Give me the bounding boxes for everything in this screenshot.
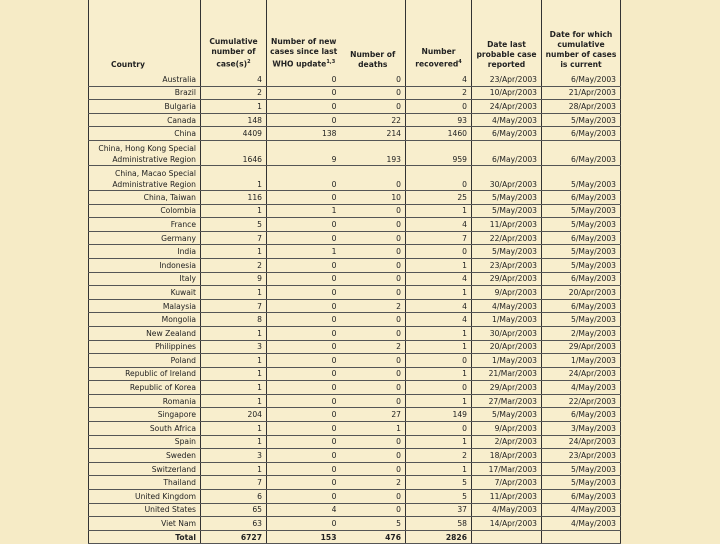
table-row (89, 218, 621, 232)
cell-new-cases: 0 (267, 272, 341, 286)
table-row (89, 422, 621, 436)
cell-cumulative-cases: 3 (201, 449, 267, 463)
cell-date-current: 5/May/2003 (542, 245, 621, 259)
cell-date-current: 6/May/2003 (542, 127, 621, 141)
table-row (89, 326, 621, 340)
cell-date-last-case: 23/Apr/2003 (472, 73, 542, 86)
cell-date-current: 6/May/2003 (542, 140, 621, 165)
cell-date-current: 6/May/2003 (542, 299, 621, 313)
cell-new-cases: 0 (267, 422, 341, 436)
table-row (89, 231, 621, 245)
table-row (89, 258, 621, 272)
cell-country: Mongolia (89, 313, 201, 327)
table-row (89, 490, 621, 504)
table-row (89, 245, 621, 259)
cell-new-cases: 153 (267, 530, 341, 544)
cell-recovered: 93 (406, 113, 472, 127)
cell-cumulative-cases: 63 (201, 517, 267, 531)
cell-new-cases: 138 (267, 127, 341, 141)
table-row (89, 517, 621, 531)
cell-deaths: 2 (341, 299, 406, 313)
cell-recovered: 2 (406, 449, 472, 463)
table-row (89, 313, 621, 327)
cell-country: Germany (89, 231, 201, 245)
cell-date-last-case: 5/May/2003 (472, 245, 542, 259)
cell-new-cases: 1 (267, 245, 341, 259)
table-row (89, 435, 621, 449)
cell-date-current: 20/Apr/2003 (542, 286, 621, 300)
cell-date-last-case (472, 530, 542, 544)
cell-country: United Kingdom (89, 490, 201, 504)
cell-recovered: 0 (406, 245, 472, 259)
cell-date-current: 5/May/2003 (542, 313, 621, 327)
cell-cumulative-cases: 6727 (201, 530, 267, 544)
cell-new-cases: 0 (267, 86, 341, 100)
cell-recovered: 0 (406, 381, 472, 395)
cell-date-last-case: 17/Mar/2003 (472, 462, 542, 476)
table-row (89, 476, 621, 490)
cell-new-cases: 0 (267, 73, 341, 86)
table-body (89, 73, 621, 544)
cell-recovered: 0 (406, 100, 472, 114)
cell-new-cases: 0 (267, 218, 341, 232)
cell-recovered: 4 (406, 299, 472, 313)
cell-cumulative-cases: 1 (201, 204, 267, 218)
cell-new-cases: 0 (267, 517, 341, 531)
cell-deaths: 0 (341, 462, 406, 476)
cell-deaths: 0 (341, 449, 406, 463)
cell-country: India (89, 245, 201, 259)
cell-country: Thailand (89, 476, 201, 490)
cell-country: Australia (89, 73, 201, 86)
cell-recovered: 4 (406, 218, 472, 232)
cell-date-current: 5/May/2003 (542, 113, 621, 127)
cell-date-current: 6/May/2003 (542, 490, 621, 504)
header-new-cases: Number of new cases since last WHO update$^{1,3}$ (267, 0, 341, 73)
cell-deaths: 10 (341, 190, 406, 204)
cell-deaths: 0 (341, 367, 406, 381)
cell-cumulative-cases: 204 (201, 408, 267, 422)
cell-country: Bulgaria (89, 100, 201, 114)
cell-new-cases: 0 (267, 340, 341, 354)
cell-cumulative-cases: 1 (201, 165, 267, 190)
cell-date-last-case: 4/May/2003 (472, 113, 542, 127)
cell-deaths: 0 (341, 503, 406, 517)
cell-date-current: 5/May/2003 (542, 165, 621, 190)
cell-date-current: 1/May/2003 (542, 354, 621, 368)
cell-country: Republic of Korea (89, 381, 201, 395)
cell-date-current: 5/May/2003 (542, 462, 621, 476)
cell-date-current: 6/May/2003 (542, 272, 621, 286)
cell-date-last-case: 30/Apr/2003 (472, 326, 542, 340)
cell-recovered: 149 (406, 408, 472, 422)
cell-country: South Africa (89, 422, 201, 436)
cell-country: China, Macao Special Administrative Region (89, 165, 201, 190)
cell-deaths: 0 (341, 100, 406, 114)
cell-country: Spain (89, 435, 201, 449)
cell-deaths: 1 (341, 422, 406, 436)
cell-country: China, Hong Kong Special Administrative Region (89, 140, 201, 165)
cell-deaths: 0 (341, 245, 406, 259)
cell-cumulative-cases: 1646 (201, 140, 267, 165)
table-row (89, 340, 621, 354)
cell-date-last-case: 10/Apr/2003 (472, 86, 542, 100)
cell-recovered: 4 (406, 272, 472, 286)
cell-deaths: 5 (341, 517, 406, 531)
cell-date-last-case: 29/Apr/2003 (472, 381, 542, 395)
cell-deaths: 214 (341, 127, 406, 141)
cell-date-last-case: 2/Apr/2003 (472, 435, 542, 449)
cell-deaths: 0 (341, 394, 406, 408)
cell-date-last-case: 23/Apr/2003 (472, 258, 542, 272)
cell-deaths: 0 (341, 165, 406, 190)
cell-cumulative-cases: 1 (201, 394, 267, 408)
cell-cumulative-cases: 1 (201, 367, 267, 381)
header-recovered: Number recovered$^4$ (406, 0, 472, 73)
cell-new-cases: 0 (267, 408, 341, 422)
cell-date-last-case: 27/Mar/2003 (472, 394, 542, 408)
cell-date-last-case: 5/May/2003 (472, 204, 542, 218)
header-date-last: Date last probable case reported (472, 0, 542, 73)
cell-cumulative-cases: 1 (201, 326, 267, 340)
cell-recovered: 1 (406, 258, 472, 272)
cell-cumulative-cases: 1 (201, 100, 267, 114)
table-row (89, 449, 621, 463)
cell-country: Romania (89, 394, 201, 408)
cell-new-cases: 0 (267, 435, 341, 449)
cell-new-cases: 4 (267, 503, 341, 517)
table-row (89, 165, 621, 190)
cell-country: Philippines (89, 340, 201, 354)
cell-cumulative-cases: 3 (201, 340, 267, 354)
cell-recovered: 4 (406, 73, 472, 86)
cell-date-current: 2/May/2003 (542, 326, 621, 340)
cell-deaths: 27 (341, 408, 406, 422)
cell-recovered: 2826 (406, 530, 472, 544)
cell-country: China, Taiwan (89, 190, 201, 204)
cell-recovered: 0 (406, 165, 472, 190)
cell-new-cases: 0 (267, 490, 341, 504)
table-row (89, 204, 621, 218)
cell-date-current: 4/May/2003 (542, 517, 621, 531)
table-row (89, 367, 621, 381)
table-row (89, 100, 621, 114)
cell-date-last-case: 29/Apr/2003 (472, 272, 542, 286)
cell-cumulative-cases: 1 (201, 354, 267, 368)
table-row (89, 354, 621, 368)
cell-cumulative-cases: 7 (201, 299, 267, 313)
cell-deaths: 2 (341, 340, 406, 354)
cell-recovered: 1 (406, 367, 472, 381)
cell-date-current: 21/Apr/2003 (542, 86, 621, 100)
cell-date-last-case: 22/Apr/2003 (472, 231, 542, 245)
cell-new-cases: 0 (267, 394, 341, 408)
cell-new-cases: 0 (267, 258, 341, 272)
cell-recovered: 2 (406, 86, 472, 100)
cell-cumulative-cases: 6 (201, 490, 267, 504)
cell-cumulative-cases: 1 (201, 245, 267, 259)
cell-country: Switzerland (89, 462, 201, 476)
cell-country: Colombia (89, 204, 201, 218)
cell-recovered: 1 (406, 204, 472, 218)
cell-cumulative-cases: 1 (201, 422, 267, 436)
table-row (89, 113, 621, 127)
table-row (89, 503, 621, 517)
cell-date-last-case: 24/Apr/2003 (472, 100, 542, 114)
cell-date-current: 29/Apr/2003 (542, 340, 621, 354)
cell-country: United States (89, 503, 201, 517)
cell-date-current: 3/May/2003 (542, 422, 621, 436)
total-row (89, 530, 621, 544)
cell-deaths: 0 (341, 73, 406, 86)
cell-cumulative-cases: 2 (201, 86, 267, 100)
cell-new-cases: 0 (267, 286, 341, 300)
cell-new-cases: 0 (267, 190, 341, 204)
cell-recovered: 1 (406, 340, 472, 354)
cell-date-last-case: 9/Apr/2003 (472, 422, 542, 436)
cell-new-cases: 0 (267, 367, 341, 381)
cell-cumulative-cases: 5 (201, 218, 267, 232)
cell-date-current: 5/May/2003 (542, 204, 621, 218)
cell-new-cases: 0 (267, 449, 341, 463)
cell-cumulative-cases: 7 (201, 476, 267, 490)
cell-cumulative-cases: 2 (201, 258, 267, 272)
cell-date-last-case: 1/May/2003 (472, 354, 542, 368)
header-row (89, 0, 621, 73)
cell-new-cases: 1 (267, 204, 341, 218)
cell-date-current: 22/Apr/2003 (542, 394, 621, 408)
cell-new-cases: 0 (267, 100, 341, 114)
cell-country: Brazil (89, 86, 201, 100)
cell-deaths: 0 (341, 435, 406, 449)
header-date-current: Date for which cumulative number of cases is current (542, 0, 621, 73)
cell-cumulative-cases: 148 (201, 113, 267, 127)
table-row (89, 140, 621, 165)
cell-country: Sweden (89, 449, 201, 463)
cell-cumulative-cases: 1 (201, 462, 267, 476)
cell-deaths: 0 (341, 272, 406, 286)
table-row (89, 190, 621, 204)
cell-new-cases: 0 (267, 231, 341, 245)
cell-cumulative-cases: 1 (201, 381, 267, 395)
table-row (89, 73, 621, 86)
cell-recovered: 58 (406, 517, 472, 531)
cell-date-last-case: 21/Mar/2003 (472, 367, 542, 381)
cell-date-current: 5/May/2003 (542, 476, 621, 490)
cell-cumulative-cases: 9 (201, 272, 267, 286)
table-row (89, 408, 621, 422)
cell-deaths: 0 (341, 86, 406, 100)
cell-date-current: 23/Apr/2003 (542, 449, 621, 463)
cell-date-last-case: 5/May/2003 (472, 190, 542, 204)
cell-recovered: 37 (406, 503, 472, 517)
cell-deaths: 0 (341, 204, 406, 218)
cell-new-cases: 0 (267, 326, 341, 340)
table-row (89, 86, 621, 100)
cell-country: Italy (89, 272, 201, 286)
cell-deaths: 476 (341, 530, 406, 544)
cell-date-current: 6/May/2003 (542, 190, 621, 204)
cell-country: Indonesia (89, 258, 201, 272)
cell-deaths: 0 (341, 258, 406, 272)
cell-deaths: 0 (341, 326, 406, 340)
cell-date-current: 4/May/2003 (542, 381, 621, 395)
table-row (89, 394, 621, 408)
cell-country: Total (89, 530, 201, 544)
cell-country: France (89, 218, 201, 232)
cell-recovered: 1 (406, 435, 472, 449)
cell-date-current: 24/Apr/2003 (542, 435, 621, 449)
cell-deaths: 0 (341, 286, 406, 300)
cell-country: Republic of Ireland (89, 367, 201, 381)
cell-recovered: 4 (406, 313, 472, 327)
cell-cumulative-cases: 4409 (201, 127, 267, 141)
cell-date-last-case: 6/May/2003 (472, 127, 542, 141)
cell-country: Poland (89, 354, 201, 368)
cell-recovered: 1460 (406, 127, 472, 141)
table-row (89, 299, 621, 313)
cell-new-cases: 0 (267, 381, 341, 395)
cell-deaths: 2 (341, 476, 406, 490)
cell-date-current: 28/Apr/2003 (542, 100, 621, 114)
cell-recovered: 0 (406, 422, 472, 436)
cell-recovered: 1 (406, 286, 472, 300)
cell-new-cases: 9 (267, 140, 341, 165)
cell-date-last-case: 9/Apr/2003 (472, 286, 542, 300)
cell-new-cases: 0 (267, 299, 341, 313)
cell-new-cases: 0 (267, 462, 341, 476)
table-row (89, 286, 621, 300)
cell-country: Malaysia (89, 299, 201, 313)
cell-country: Singapore (89, 408, 201, 422)
cell-date-current: 24/Apr/2003 (542, 367, 621, 381)
table-row (89, 272, 621, 286)
cell-cumulative-cases: 7 (201, 231, 267, 245)
cell-deaths: 0 (341, 381, 406, 395)
cell-date-current: 5/May/2003 (542, 258, 621, 272)
table-row (89, 462, 621, 476)
cell-new-cases: 0 (267, 113, 341, 127)
cell-recovered: 1 (406, 462, 472, 476)
cell-date-current (542, 530, 621, 544)
cell-deaths: 0 (341, 354, 406, 368)
cell-cumulative-cases: 8 (201, 313, 267, 327)
cell-recovered: 7 (406, 231, 472, 245)
cell-country: New Zealand (89, 326, 201, 340)
cell-recovered: 25 (406, 190, 472, 204)
cell-country: Viet Nam (89, 517, 201, 531)
cell-cumulative-cases: 116 (201, 190, 267, 204)
cell-recovered: 5 (406, 490, 472, 504)
header-deaths: Number of deaths (341, 0, 406, 73)
cell-country: China (89, 127, 201, 141)
cell-date-last-case: 20/Apr/2003 (472, 340, 542, 354)
cell-date-current: 6/May/2003 (542, 231, 621, 245)
cell-new-cases: 0 (267, 165, 341, 190)
cell-date-current: 6/May/2003 (542, 408, 621, 422)
cell-date-current: 6/May/2003 (542, 73, 621, 86)
cell-date-last-case: 4/May/2003 (472, 299, 542, 313)
cell-recovered: 0 (406, 354, 472, 368)
table-row (89, 381, 621, 395)
cell-deaths: 193 (341, 140, 406, 165)
cell-deaths: 0 (341, 231, 406, 245)
cell-recovered: 1 (406, 394, 472, 408)
cell-new-cases: 0 (267, 354, 341, 368)
cell-deaths: 22 (341, 113, 406, 127)
cell-country: Kuwait (89, 286, 201, 300)
cell-cumulative-cases: 1 (201, 435, 267, 449)
cell-date-last-case: 14/Apr/2003 (472, 517, 542, 531)
cell-date-last-case: 5/May/2003 (472, 408, 542, 422)
cell-recovered: 5 (406, 476, 472, 490)
cell-cumulative-cases: 1 (201, 286, 267, 300)
sars-cases-table (88, 0, 621, 544)
cell-new-cases: 0 (267, 476, 341, 490)
cell-deaths: 0 (341, 218, 406, 232)
header-cumulative: Cumulative number of $case(s)^2$ (201, 0, 267, 73)
cell-date-last-case: 1/May/2003 (472, 313, 542, 327)
cell-cumulative-cases: 65 (201, 503, 267, 517)
cell-date-current: 4/May/2003 (542, 503, 621, 517)
cell-date-last-case: 18/Apr/2003 (472, 449, 542, 463)
cell-recovered: 959 (406, 140, 472, 165)
cell-cumulative-cases: 4 (201, 73, 267, 86)
header-country: Country (89, 0, 201, 73)
cell-new-cases: 0 (267, 313, 341, 327)
cell-date-last-case: 4/May/2003 (472, 503, 542, 517)
cell-deaths: 0 (341, 313, 406, 327)
cell-date-last-case: 11/Apr/2003 (472, 490, 542, 504)
cell-date-last-case: 6/May/2003 (472, 140, 542, 165)
cell-date-last-case: 11/Apr/2003 (472, 218, 542, 232)
cell-recovered: 1 (406, 326, 472, 340)
cell-deaths: 0 (341, 490, 406, 504)
table-row (89, 127, 621, 141)
cell-country: Canada (89, 113, 201, 127)
cell-date-current: 5/May/2003 (542, 218, 621, 232)
cell-date-last-case: 30/Apr/2003 (472, 165, 542, 190)
cell-date-last-case: 7/Apr/2003 (472, 476, 542, 490)
